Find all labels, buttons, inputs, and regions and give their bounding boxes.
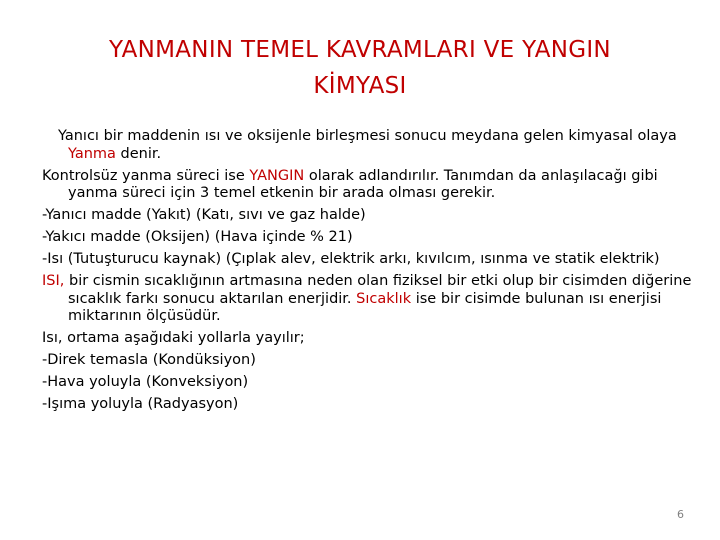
text-span: Kontrolsüz yanma süreci ise	[42, 167, 250, 184]
list-item-radyasyon: -Işıma yoluyla (Radyasyon)	[42, 396, 239, 412]
paragraph-yanma-definition	[42, 128, 692, 163]
slide-title-line-2: KİMYASI	[313, 73, 407, 99]
slide-body	[42, 128, 692, 418]
text-span: olarak adlandırılır. Tanımdan da anlaşılacağı gibi yanma süreci için 3 temel etkenin bir arada olması gerekir.	[68, 167, 658, 201]
text-span: Yanıcı bir maddenin ısı ve oksijenle birleşmesi sonucu meydana gelen kimyasal olaya	[58, 128, 677, 144]
slide-title	[0, 32, 720, 104]
list-item-konduksiyon: -Direk temasla (Kondüksiyon)	[42, 352, 256, 368]
term-isi: ISI,	[42, 273, 65, 289]
list-item-yanici-madde: -Yanıcı madde (Yakıt) (Katı, sıvı ve gaz halde)	[42, 207, 366, 223]
paragraph-yangin-definition	[42, 168, 692, 203]
term-sicaklik: Sıcaklık	[356, 290, 412, 307]
text-span: denir.	[115, 145, 162, 162]
slide-title-line-1: YANMANIN TEMEL KAVRAMLARI VE YANGIN	[109, 37, 611, 63]
paragraph-heat-transfer-intro: Isı, ortama aşağıdaki yollarla yayılır;	[42, 330, 305, 346]
list-item-yakici-madde: -Yakıcı madde (Oksijen) (Hava içinde % 21)	[42, 229, 353, 245]
term-yanma: Yanma	[68, 145, 116, 162]
list-item-konveksiyon: -Hava yoluyla (Konveksiyon)	[42, 374, 249, 390]
page-number: 6	[677, 508, 684, 521]
text-span: ise bir cisimde bulunan ısı enerjisi miktarının ölçüsüdür.	[68, 290, 662, 324]
text-span: bir cismin sıcaklığının artmasına neden olan fiziksel bir etki olup bir cisimden diğerine sıcaklık farkı sonucu aktarılan enerjidir.	[64, 273, 692, 307]
paragraph-isi-definition	[42, 273, 692, 326]
term-yangin: YANGIN	[249, 167, 305, 184]
list-item-isi: -Isı (Tutuşturucu kaynak) (Çıplak alev, elektrik arkı, kıvılcım, ısınma ve statik elektrik)	[42, 251, 660, 267]
